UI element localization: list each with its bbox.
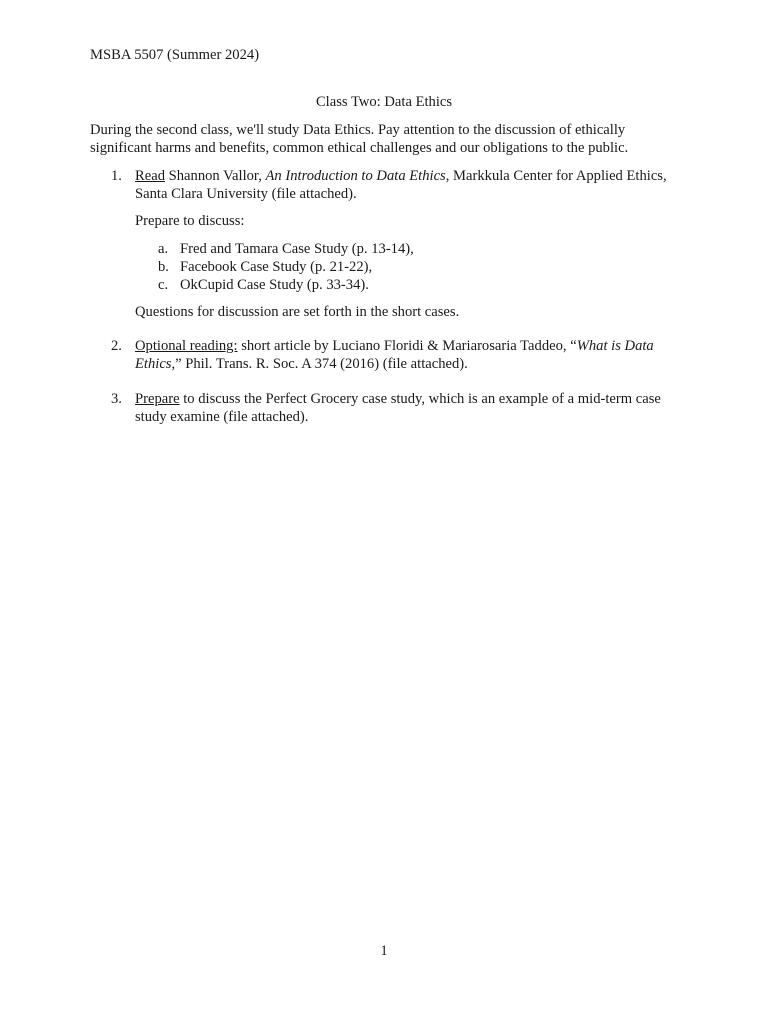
reading-title: An Introduction to Data Ethics [265, 168, 446, 184]
list-item-1 [90, 167, 690, 203]
intro-paragraph: During the second class, we'll study Data Ethics. Pay attention to the discussion of ethically significant harms and benefits, common ethical challenges and our obligations to the public. [90, 122, 629, 156]
prepare-intro: Prepare to discuss: [135, 213, 245, 229]
list-item [135, 276, 695, 294]
item-text: ,” Phil. Trans. R. Soc. A 374 (2016) (file attached). [171, 356, 468, 372]
item-text: Shannon Vallor, [165, 168, 266, 184]
list-item [135, 240, 695, 258]
page-number: 1 [380, 943, 388, 959]
list-item-letter: c. [158, 277, 169, 293]
list-item-number: 2. [111, 338, 122, 354]
item-text: short article by Luciano Floridi & Mariarosaria Taddeo, “ [237, 338, 577, 354]
list-item [135, 258, 695, 276]
course-header: MSBA 5507 (Summer 2024) [90, 47, 260, 63]
list-item-text: OkCupid Case Study (p. 33-34). [180, 277, 369, 293]
list-item-number: 1. [111, 168, 122, 184]
list-item-letter: b. [158, 259, 169, 275]
item-lead: Optional reading: [135, 338, 238, 354]
reading-title: What is Data Ethics [135, 338, 654, 372]
list-item-2 [90, 337, 690, 373]
class-title: Class Two: Data Ethics [315, 94, 453, 110]
questions-note: Questions for discussion are set forth in the short cases. [135, 304, 460, 320]
item-lead: Read [135, 168, 165, 184]
item-text: to discuss the Perfect Grocery case study, which is an example of a mid-term case study examine (file attached). [135, 391, 661, 425]
case-study-list [135, 240, 695, 294]
list-item-text: Fred and Tamara Case Study (p. 13-14), [180, 241, 414, 257]
list-item-number: 3. [111, 391, 122, 407]
item-text: , Markkula Center for Applied Ethics, Santa Clara University (file attached). [135, 168, 667, 202]
list-item-letter: a. [158, 241, 169, 257]
item-lead: Prepare [135, 391, 180, 407]
list-item-text: Facebook Case Study (p. 21-22), [180, 259, 373, 275]
list-item-3 [90, 390, 690, 426]
